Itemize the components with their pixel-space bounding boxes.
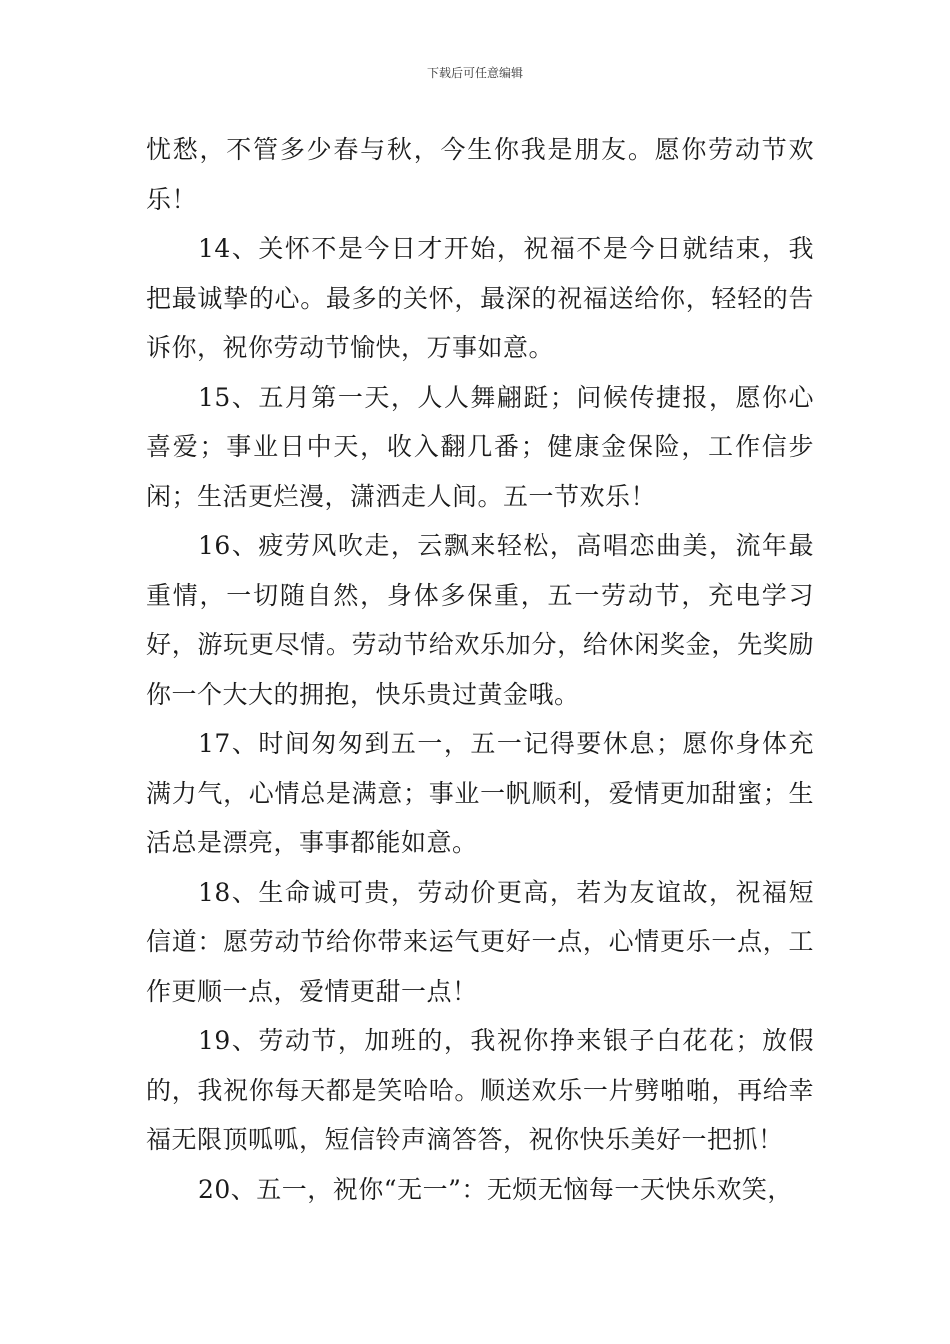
document-body (146, 125, 814, 1214)
page-header: 下载后可任意编辑 (426, 66, 523, 80)
paragraph-20: 20、五一，祝你“无一”：无烦无恼每一天快乐欢笑， (198, 1174, 793, 1204)
paragraph-continuation: 忧愁，不管多少春与秋，今生你我是朋友。愿你劳动节欢乐！ (146, 135, 814, 214)
paragraph-19: 19、劳动节，加班的，我祝你挣来银子白花花；放假的，我祝你每天都是笑哈哈。顺送欢乐一片劈啪啪，再给幸福无限顶呱呱，短信铃声滴答答，祝你快乐美好一把抓！ (146, 1026, 814, 1154)
paragraph-15: 15、五月第一天，人人舞翩跹；问候传捷报，愿你心喜爱；事业日中天，收入翻几番；健康金保险，工作信步闲；生活更烂漫，潇洒走人间。五一节欢乐！ (146, 382, 814, 511)
paragraph-14: 14、关怀不是今日才开始，祝福不是今日就结束，我把最诚挚的心。最多的关怀，最深的祝福送给你，轻轻的告诉你，祝你劳动节愉快，万事如意。 (146, 234, 814, 362)
paragraph-17: 17、时间匆匆到五一，五一记得要休息；愿你身体充满力气，心情总是满意；事业一帆顺利，爱情更加甜蜜；生活总是漂亮，事事都能如意。 (146, 729, 814, 857)
paragraph-16: 16、疲劳风吹走，云飘来轻松，高唱恋曲美，流年最重情，一切随自然，身体多保重，五一劳动节，充电学习好，游玩更尽情。劳动节给欢乐加分，给休闲奖金，先奖励你一个大大的拥抱，快乐贵过黄金哦。 (146, 531, 814, 709)
paragraph-18: 18、生命诚可贵，劳动价更高，若为友谊故，祝福短信道：愿劳动节给你带来运气更好一点，心情更乐一点，工作更顺一点，爱情更甜一点！ (146, 877, 814, 1006)
